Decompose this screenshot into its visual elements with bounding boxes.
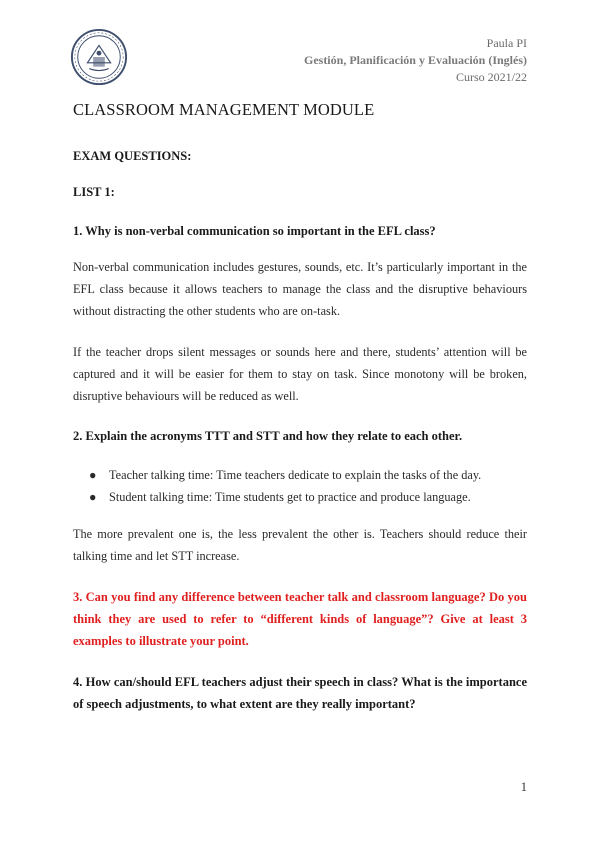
acronym-list (73, 464, 527, 508)
question-2-heading: 2. Explain the acronyms TTT and STT and how they relate to each other. (73, 429, 463, 443)
question-2-paragraph: The more prevalent one is, the less prevalent the other is. Teachers should reduce their talking time and let STT increase. (73, 527, 527, 563)
question-3-heading: 3. Can you find any difference between teacher talk and classroom language? Do you think they are used to refer to “different kinds of language”? Give at least 3 examples to illustrate your point. (73, 590, 527, 648)
list-item-text: Student talking time: Time students get to practice and produce language. (109, 490, 471, 504)
header-course: Curso 2021/22 (455, 70, 527, 84)
question-1-heading: 1. Why is non-verbal communication so important in the EFL class? (73, 224, 436, 238)
list-item (73, 486, 527, 508)
document-title: CLASSROOM MANAGEMENT MODULE (73, 100, 375, 119)
bullet-icon: ● (89, 490, 97, 504)
page-number: 1 (520, 780, 527, 794)
bullet-icon: ● (89, 468, 97, 482)
running-header (304, 35, 527, 86)
question-1-paragraph-1: Non-verbal communication includes gestures, sounds, etc. It’s particularly important in the EFL class because it allows teachers to manage the class and the disruptive behaviours without distracting the other students who are on-task. (73, 260, 527, 318)
question-4-heading: 4. How can/should EFL teachers adjust their speech in class? What is the importance of speech adjustments, to what extent are they really important? (73, 675, 527, 711)
list-item (73, 464, 527, 486)
question-1-paragraph-2: If the teacher drops silent messages or sounds here and there, students’ attention will be captured and it will be easier for them to stay on task. Since monotony will be broken, disruptive behaviours will be reduced as well. (73, 345, 527, 403)
list-item-text: Teacher talking time: Time teachers dedicate to explain the tasks of the day. (109, 468, 482, 482)
exam-label: EXAM QUESTIONS: (73, 149, 192, 163)
list-label: LIST 1: (73, 185, 115, 199)
document-body (73, 100, 527, 715)
header-author: Paula PI (486, 36, 527, 50)
header-subject: Gestión, Planificación y Evaluación (Inglés) (303, 53, 527, 67)
university-seal-icon (70, 28, 128, 86)
